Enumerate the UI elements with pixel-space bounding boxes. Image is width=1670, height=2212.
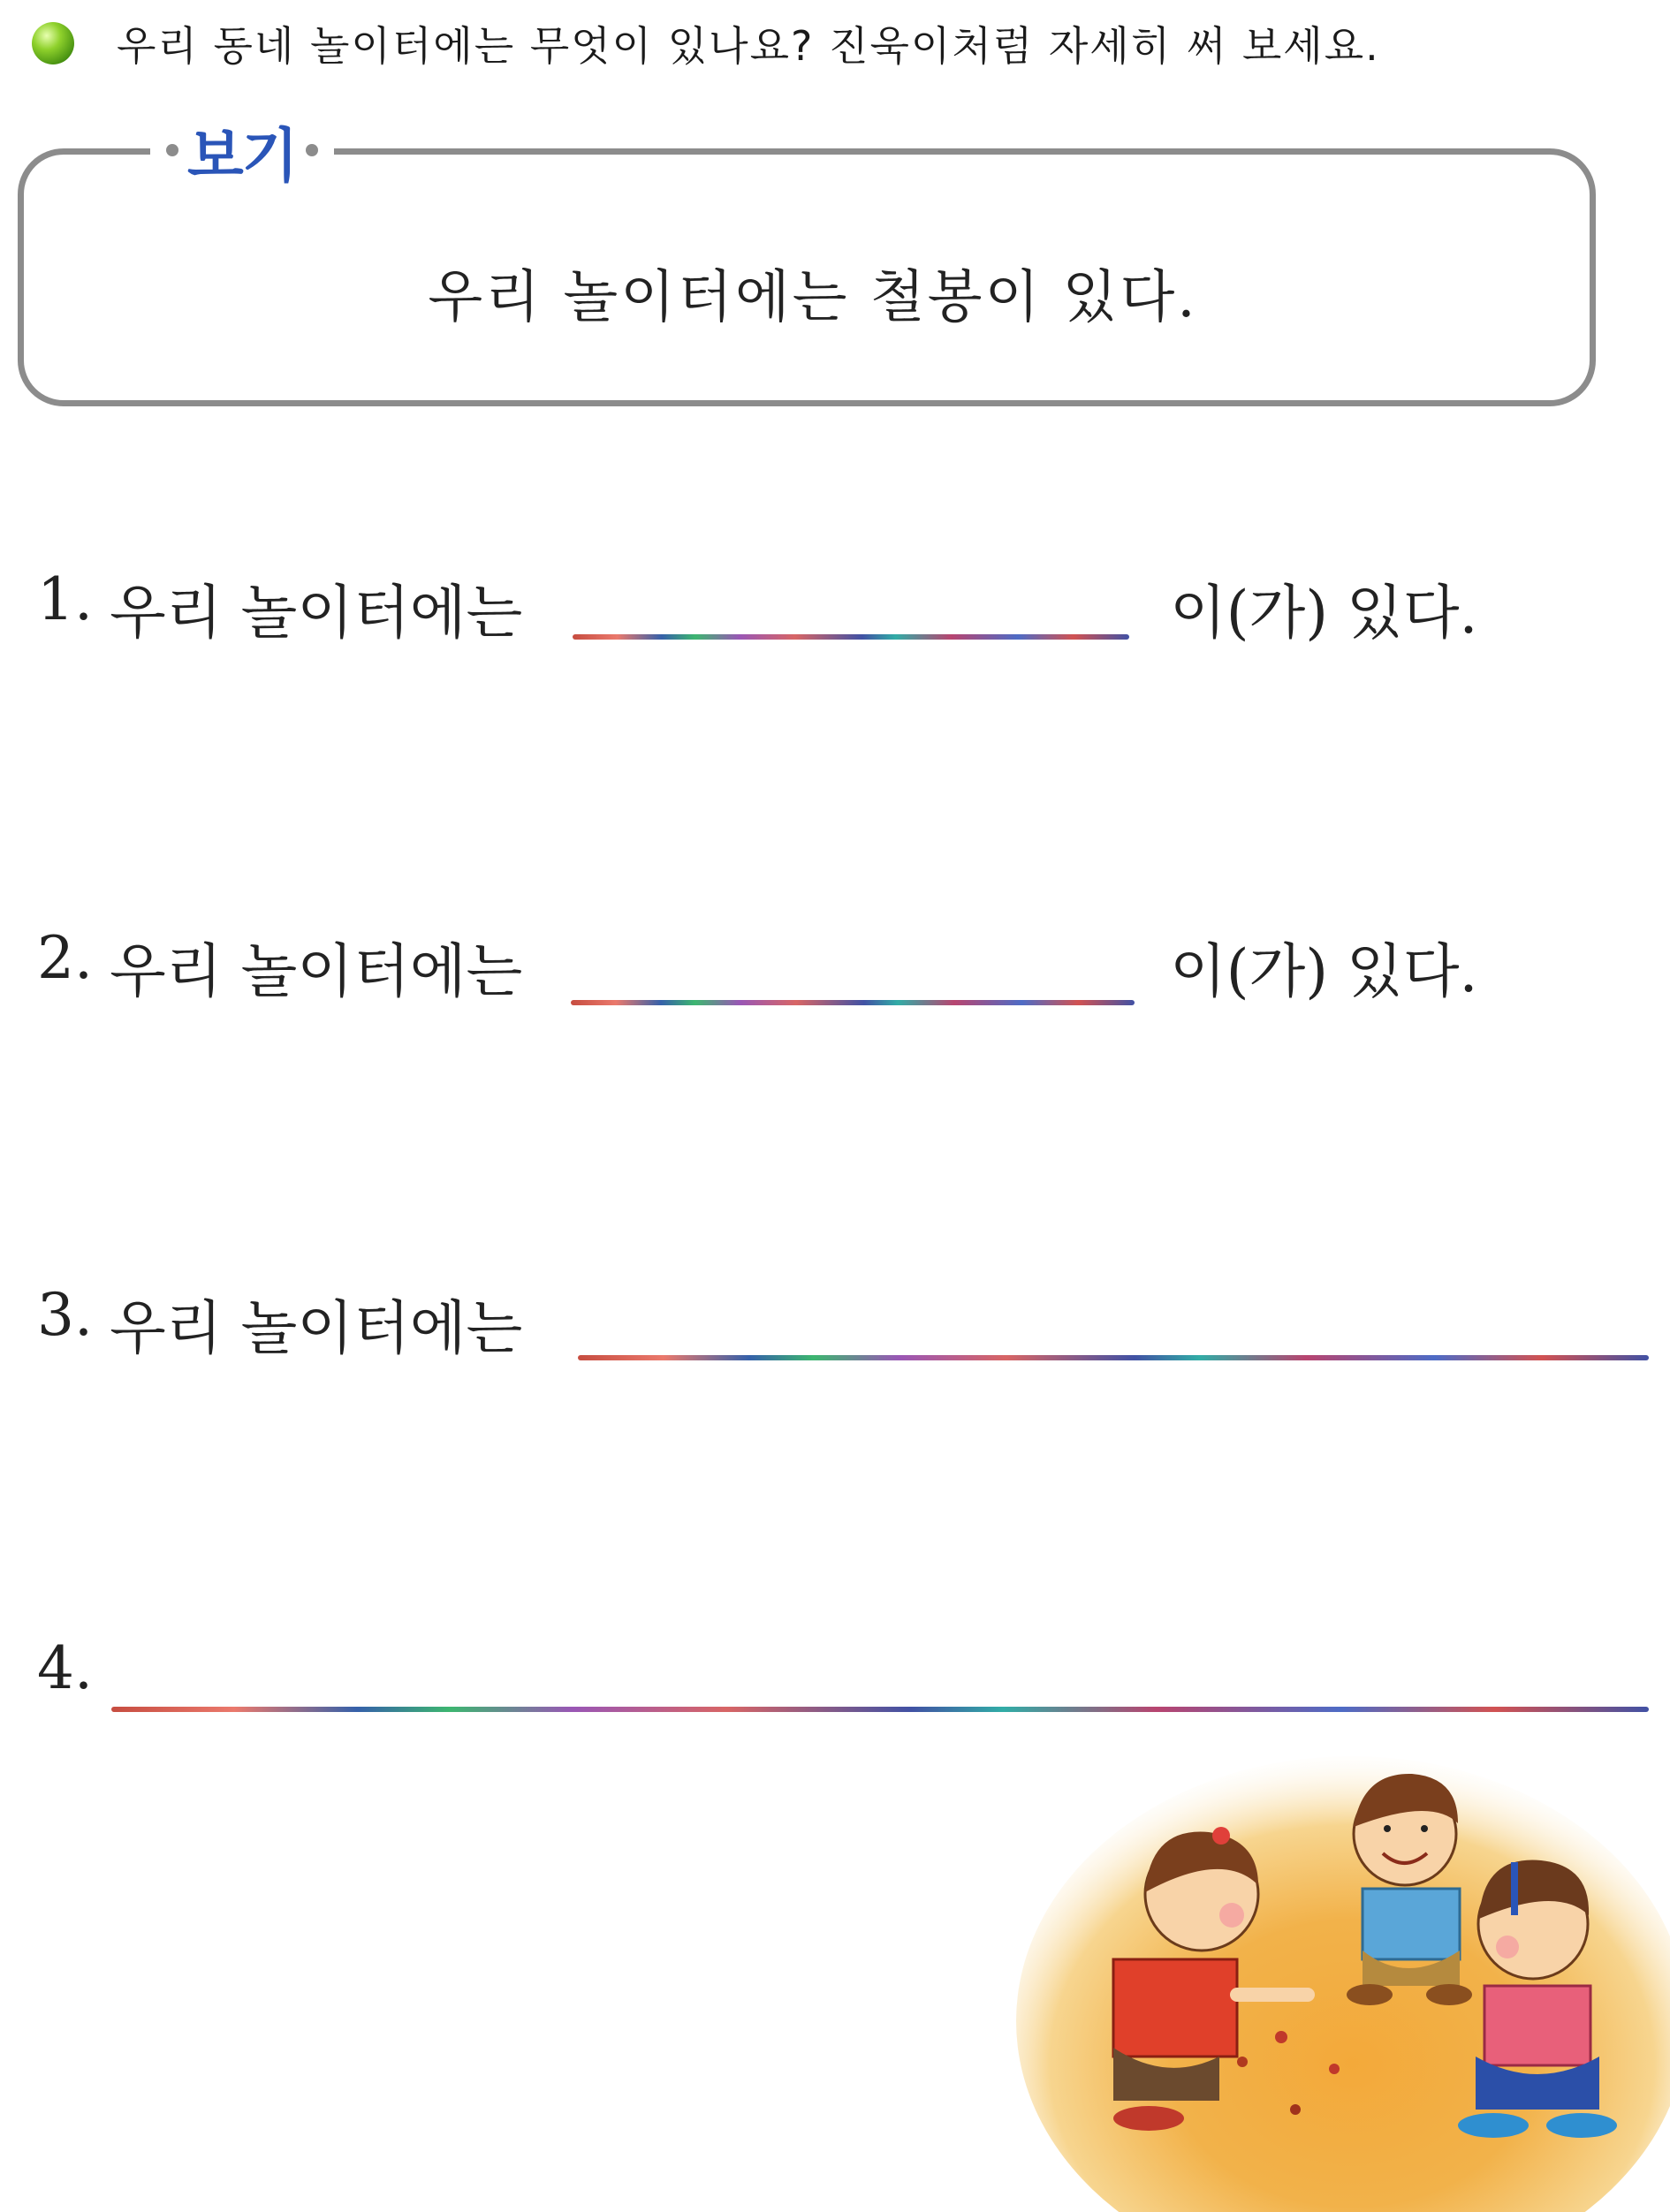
dot-icon [166,144,178,156]
item-number: 2. [37,924,93,992]
item-suffix: 이(가) 있다. [1170,937,1478,1005]
item-number: 3. [37,1281,93,1349]
instruction-text: 우리 동네 놀이터에는 무엇이 있나요? 진욱이처럼 자세히 써 보세요. [117,22,1380,70]
example-sentence: 우리 놀이터에는 철봉이 있다. [428,265,1198,330]
green-bullet-icon [32,22,74,64]
instruction [32,12,1380,74]
item-suffix: 이(가) 있다. [1170,579,1478,647]
answer-line-4[interactable] [111,1707,1649,1712]
boy-figure [1347,1774,1472,2005]
exercise-item-4 [37,1634,1663,1723]
example-label: 보기 [187,121,297,190]
exercise-item-3 [37,1281,1663,1369]
item-prefix: 우리 놀이터에는 [110,1294,523,1362]
exercise-item-1 [37,565,1539,654]
item-number: 4. [37,1634,93,1702]
example-label-tag [150,113,334,190]
item-prefix: 우리 놀이터에는 [110,579,523,647]
exercise-item-2 [37,924,1539,1012]
answer-line-2[interactable] [571,1000,1135,1005]
item-number: 1. [37,565,93,633]
answer-line-3[interactable] [578,1355,1649,1360]
children-playing-marbles-illustration [1016,1730,1670,2212]
dot-icon [306,144,318,156]
item-prefix: 우리 놀이터에는 [110,937,523,1005]
answer-line-1[interactable] [573,634,1129,640]
